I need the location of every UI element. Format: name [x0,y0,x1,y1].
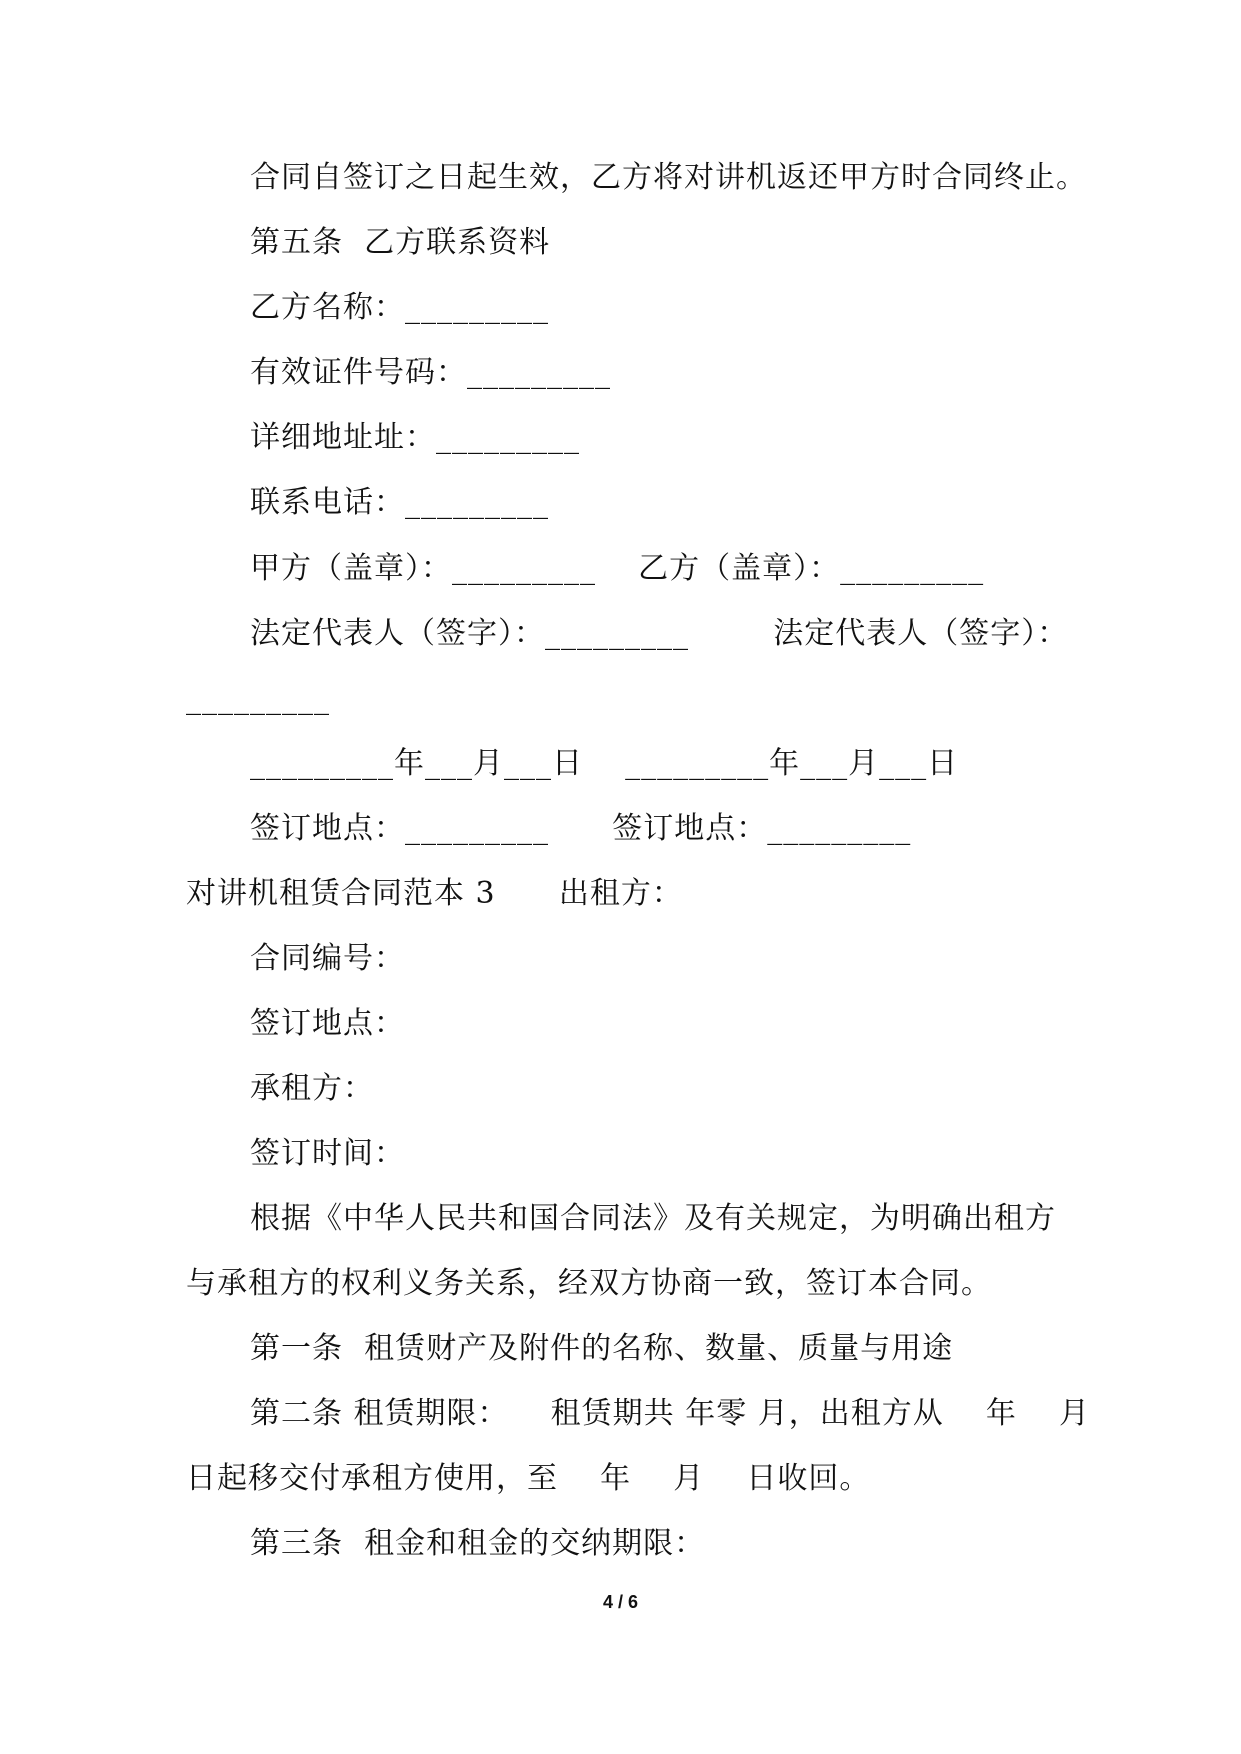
signing-place-field: 签订地点： [250,1006,405,1041]
contract-number-field: 合同编号： [250,941,405,976]
date-line: _________年___月___日 _________年___月___日 [250,746,959,781]
signing-place-line: 签订地点：_________ 签订地点：_________ [250,811,912,846]
article-1: 第一条 租赁财产及附件的名称、数量、质量与用途 [250,1331,954,1366]
preamble-line-1: 根据《中华人民共和国合同法》及有关规定，为明确出租方 [250,1201,1056,1236]
lessee-field: 承租方： [250,1071,374,1106]
signature-blank-continuation: _________ [186,681,330,716]
signature-seal-line: 甲方（盖章）：_________ 乙方（盖章）：_________ [250,551,985,586]
contract-title-3: 对讲机租赁合同范本 3 出租方： [186,876,683,911]
section-heading: 第五条 乙方联系资料 [250,225,551,260]
article-2-line-2: 日起移交付承租方使用，至 年 月 日收回。 [186,1461,871,1496]
text-line: 合同自签订之日起生效，乙方将对讲机返还甲方时合同终止。 [250,160,1087,195]
signature-representative-line: 法定代表人（签字）：_________ 法定代表人（签字）： [250,616,1069,651]
form-field-name: 乙方名称：_________ [250,290,549,325]
article-2-line-1: 第二条 租赁期限： 租赁期共 年零 月，出租方从 年 月 [250,1396,1091,1431]
page-number: 4 / 6 [602,1592,639,1612]
article-3: 第三条 租金和租金的交纳期限： [250,1526,706,1561]
form-field-address: 详细地址址：_________ [250,420,580,455]
preamble-line-2: 与承租方的权利义务关系，经双方协商一致，签订本合同。 [186,1266,992,1301]
signing-time-field: 签订时间： [250,1136,405,1171]
form-field-phone: 联系电话：_________ [250,485,549,520]
form-field-id-number: 有效证件号码：_________ [250,355,611,390]
